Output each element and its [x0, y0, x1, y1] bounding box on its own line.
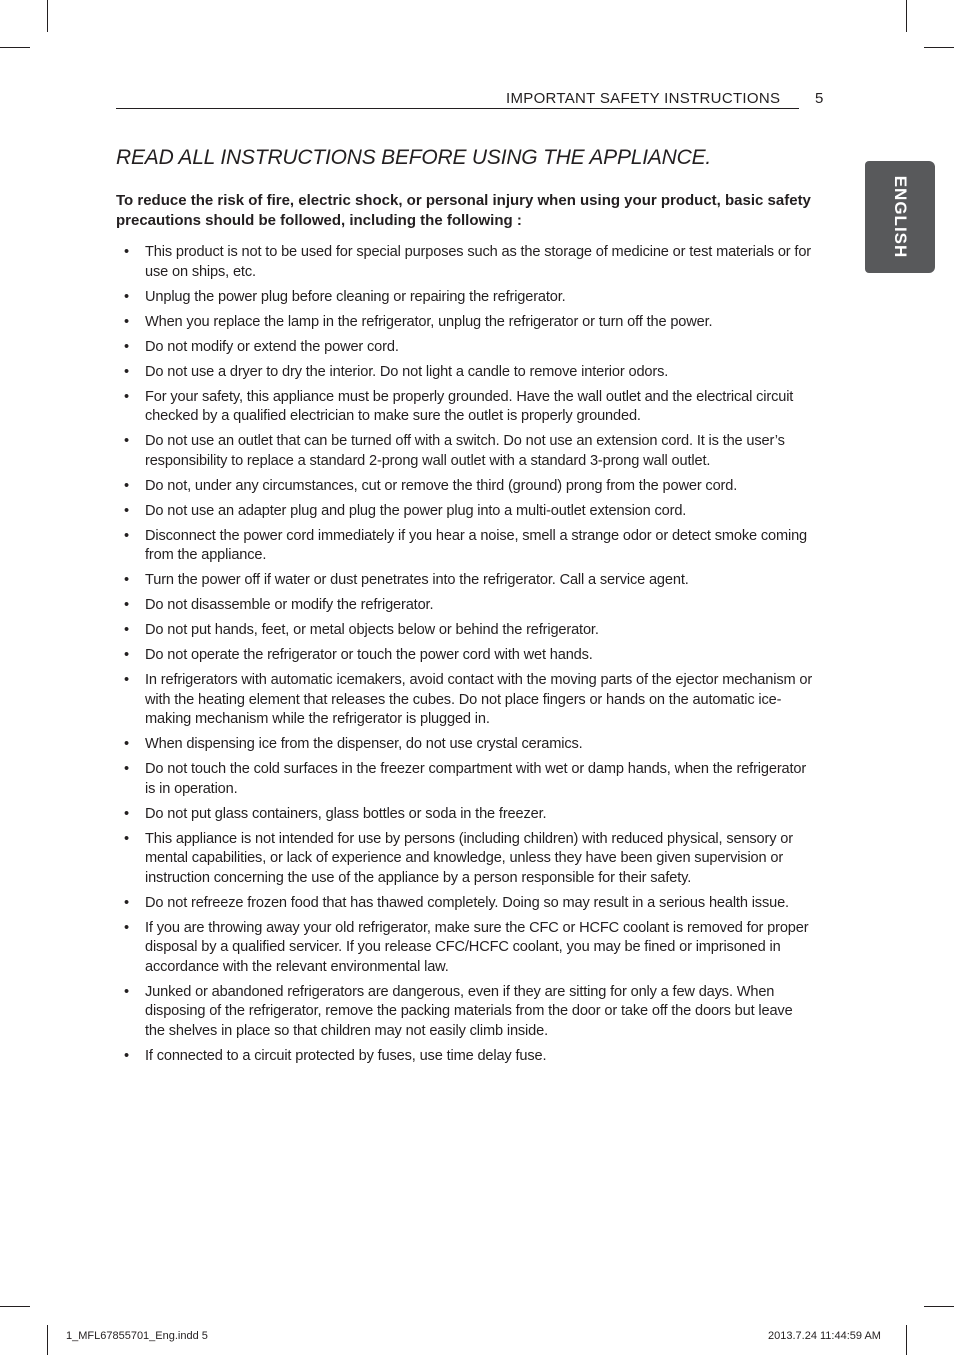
list-item	[116, 646, 816, 666]
list-item-text: Do not disassemble or modify the refrigerator.	[145, 597, 434, 613]
list-item	[116, 243, 816, 282]
bullet-icon: •	[124, 288, 129, 305]
bullet-icon: •	[124, 477, 129, 494]
list-item-text: Turn the power off if water or dust penetrates into the refrigerator. Call a service agent.	[145, 572, 689, 588]
crop-mark	[906, 1325, 907, 1355]
bullet-icon: •	[124, 736, 129, 752]
list-item-text: Do not refreeze frozen food that has thawed completely. Doing so may result in a serious health issue.	[145, 894, 789, 911]
crop-mark	[906, 0, 907, 32]
language-tab-label: ENGLISH	[891, 175, 910, 259]
page-number: 5	[815, 90, 824, 107]
bullet-icon: •	[124, 388, 129, 405]
list-item	[116, 313, 816, 333]
list-item-text: Unplug the power plug before cleaning or repairing the refrigerator.	[145, 288, 566, 305]
list-item	[116, 477, 816, 497]
list-item	[116, 919, 816, 978]
crop-mark	[47, 1325, 48, 1355]
bullet-icon: •	[124, 894, 129, 911]
running-header-title: IMPORTANT SAFETY INSTRUCTIONS	[506, 90, 781, 107]
crop-mark	[47, 0, 48, 32]
crop-mark	[924, 1306, 954, 1307]
list-item	[116, 805, 816, 825]
bullet-icon: •	[124, 761, 129, 777]
list-item	[116, 1047, 816, 1067]
list-item-text: Do not modify or extend the power cord.	[145, 338, 399, 355]
bullet-icon: •	[124, 919, 129, 936]
list-item-text: In refrigerators with automatic icemakers, avoid contact with the moving parts of the ejector mechanism or with the heating element that releases the cubes. Do not place fingers or hands on the automatic ice-making mechanism while the refrigerator is plugged in.	[145, 672, 813, 727]
list-item	[116, 363, 816, 383]
list-item	[116, 288, 816, 308]
list-item	[116, 432, 816, 471]
list-item	[116, 983, 816, 1042]
header-rule	[116, 108, 799, 109]
list-item	[116, 527, 816, 566]
page-heading: READ ALL INSTRUCTIONS BEFORE USING THE APPLIANCE.	[116, 146, 712, 169]
list-item	[116, 388, 816, 427]
list-item	[116, 894, 816, 914]
bullet-icon: •	[124, 363, 129, 380]
list-item-text: When dispensing ice from the dispenser, do not use crystal ceramics.	[145, 736, 583, 752]
list-item-text: Do not touch the cold surfaces in the freezer compartment with wet or damp hands, when the refrigerator is in operation.	[145, 761, 807, 797]
list-item	[116, 502, 816, 522]
footer-timestamp: 2013.7.24 11:44:59 AM	[768, 1330, 881, 1342]
list-item	[116, 760, 816, 799]
list-item-text: For your safety, this appliance must be properly grounded. Have the wall outlet and the electrical circuit checked by a qualified electrician to make sure the outlet is properly grounded.	[145, 388, 794, 424]
bullet-icon: •	[124, 983, 129, 1000]
bullet-icon: •	[124, 647, 129, 663]
bullet-icon: •	[124, 805, 129, 822]
footer-file-name: 1_MFL67855701_Eng.indd 5	[66, 1330, 208, 1342]
crop-mark	[924, 47, 954, 48]
list-item	[116, 830, 816, 889]
bullet-icon: •	[124, 313, 129, 330]
bullet-icon: •	[124, 338, 129, 355]
safety-instructions-list	[116, 243, 816, 1072]
list-item-text: This appliance is not intended for use by persons (including children) with reduced physical, sensory or mental capabilities, or lack of experience and knowledge, unless they have been given supervision or instruction concerning the use of the appliance by a person responsible for their safety.	[145, 830, 793, 886]
bullet-icon: •	[124, 830, 129, 847]
list-item-text: Do not operate the refrigerator or touch the power cord with wet hands.	[145, 647, 593, 663]
crop-mark	[0, 1306, 30, 1307]
bullet-icon: •	[124, 672, 129, 688]
list-item-text: Junked or abandoned refrigerators are dangerous, even if they are sitting for only a few days. When disposing of the refrigerator, remove the packing materials from the door or take off the doors but leave the shelves in place so that children may not easily climb inside.	[145, 983, 793, 1039]
list-item-text: Do not use an adapter plug and plug the power plug into a multi-outlet extension cord.	[145, 502, 687, 519]
intro-paragraph: To reduce the risk of fire, electric shock, or personal injury when using your product, basic safety precautions should be followed, including the following :	[116, 192, 811, 229]
bullet-icon: •	[124, 1047, 129, 1064]
list-item-text: Do not use a dryer to dry the interior. Do not light a candle to remove interior odors.	[145, 363, 669, 380]
list-item-text: Do not put hands, feet, or metal objects below or behind the refrigerator.	[145, 622, 599, 638]
list-item-text: Do not put glass containers, glass bottles or soda in the freezer.	[145, 805, 547, 822]
list-item	[116, 571, 816, 591]
language-tab	[865, 161, 935, 273]
bullet-icon: •	[124, 433, 129, 449]
list-item-text: When you replace the lamp in the refrigerator, unplug the refrigerator or turn off the power.	[145, 313, 713, 330]
list-item	[116, 596, 816, 616]
list-item-text: Do not use an outlet that can be turned off with a switch. Do not use an extension cord. It is the user’s responsibility to replace a standard 2-prong wall outlet with a standard 3-prong wall outlet.	[145, 433, 785, 469]
bullet-icon: •	[124, 502, 129, 519]
list-item-text: This product is not to be used for special purposes such as the storage of medicine or test materials or for use on ships, etc.	[145, 244, 811, 280]
crop-mark	[0, 47, 30, 48]
bullet-icon: •	[124, 622, 129, 638]
bullet-icon: •	[124, 597, 129, 613]
list-item	[116, 671, 816, 730]
list-item-text: Do not, under any circumstances, cut or remove the third (ground) prong from the power cord.	[145, 477, 738, 494]
list-item	[116, 735, 816, 755]
bullet-icon: •	[124, 527, 129, 544]
bullet-icon: •	[124, 572, 129, 588]
list-item	[116, 338, 816, 358]
list-item-text: Disconnect the power cord immediately if you hear a noise, smell a strange odor or detect smoke coming from the appliance.	[145, 527, 808, 563]
list-item-text: If connected to a circuit protected by fuses, use time delay fuse.	[145, 1047, 547, 1064]
list-item	[116, 621, 816, 641]
bullet-icon: •	[124, 244, 129, 260]
list-item-text: If you are throwing away your old refrigerator, make sure the CFC or HCFC coolant is removed for proper disposal by a qualified servicer. If you release CFC/HCFC coolant, you may be fined or imprisoned in accordance with the relevant environmental law.	[145, 919, 809, 975]
